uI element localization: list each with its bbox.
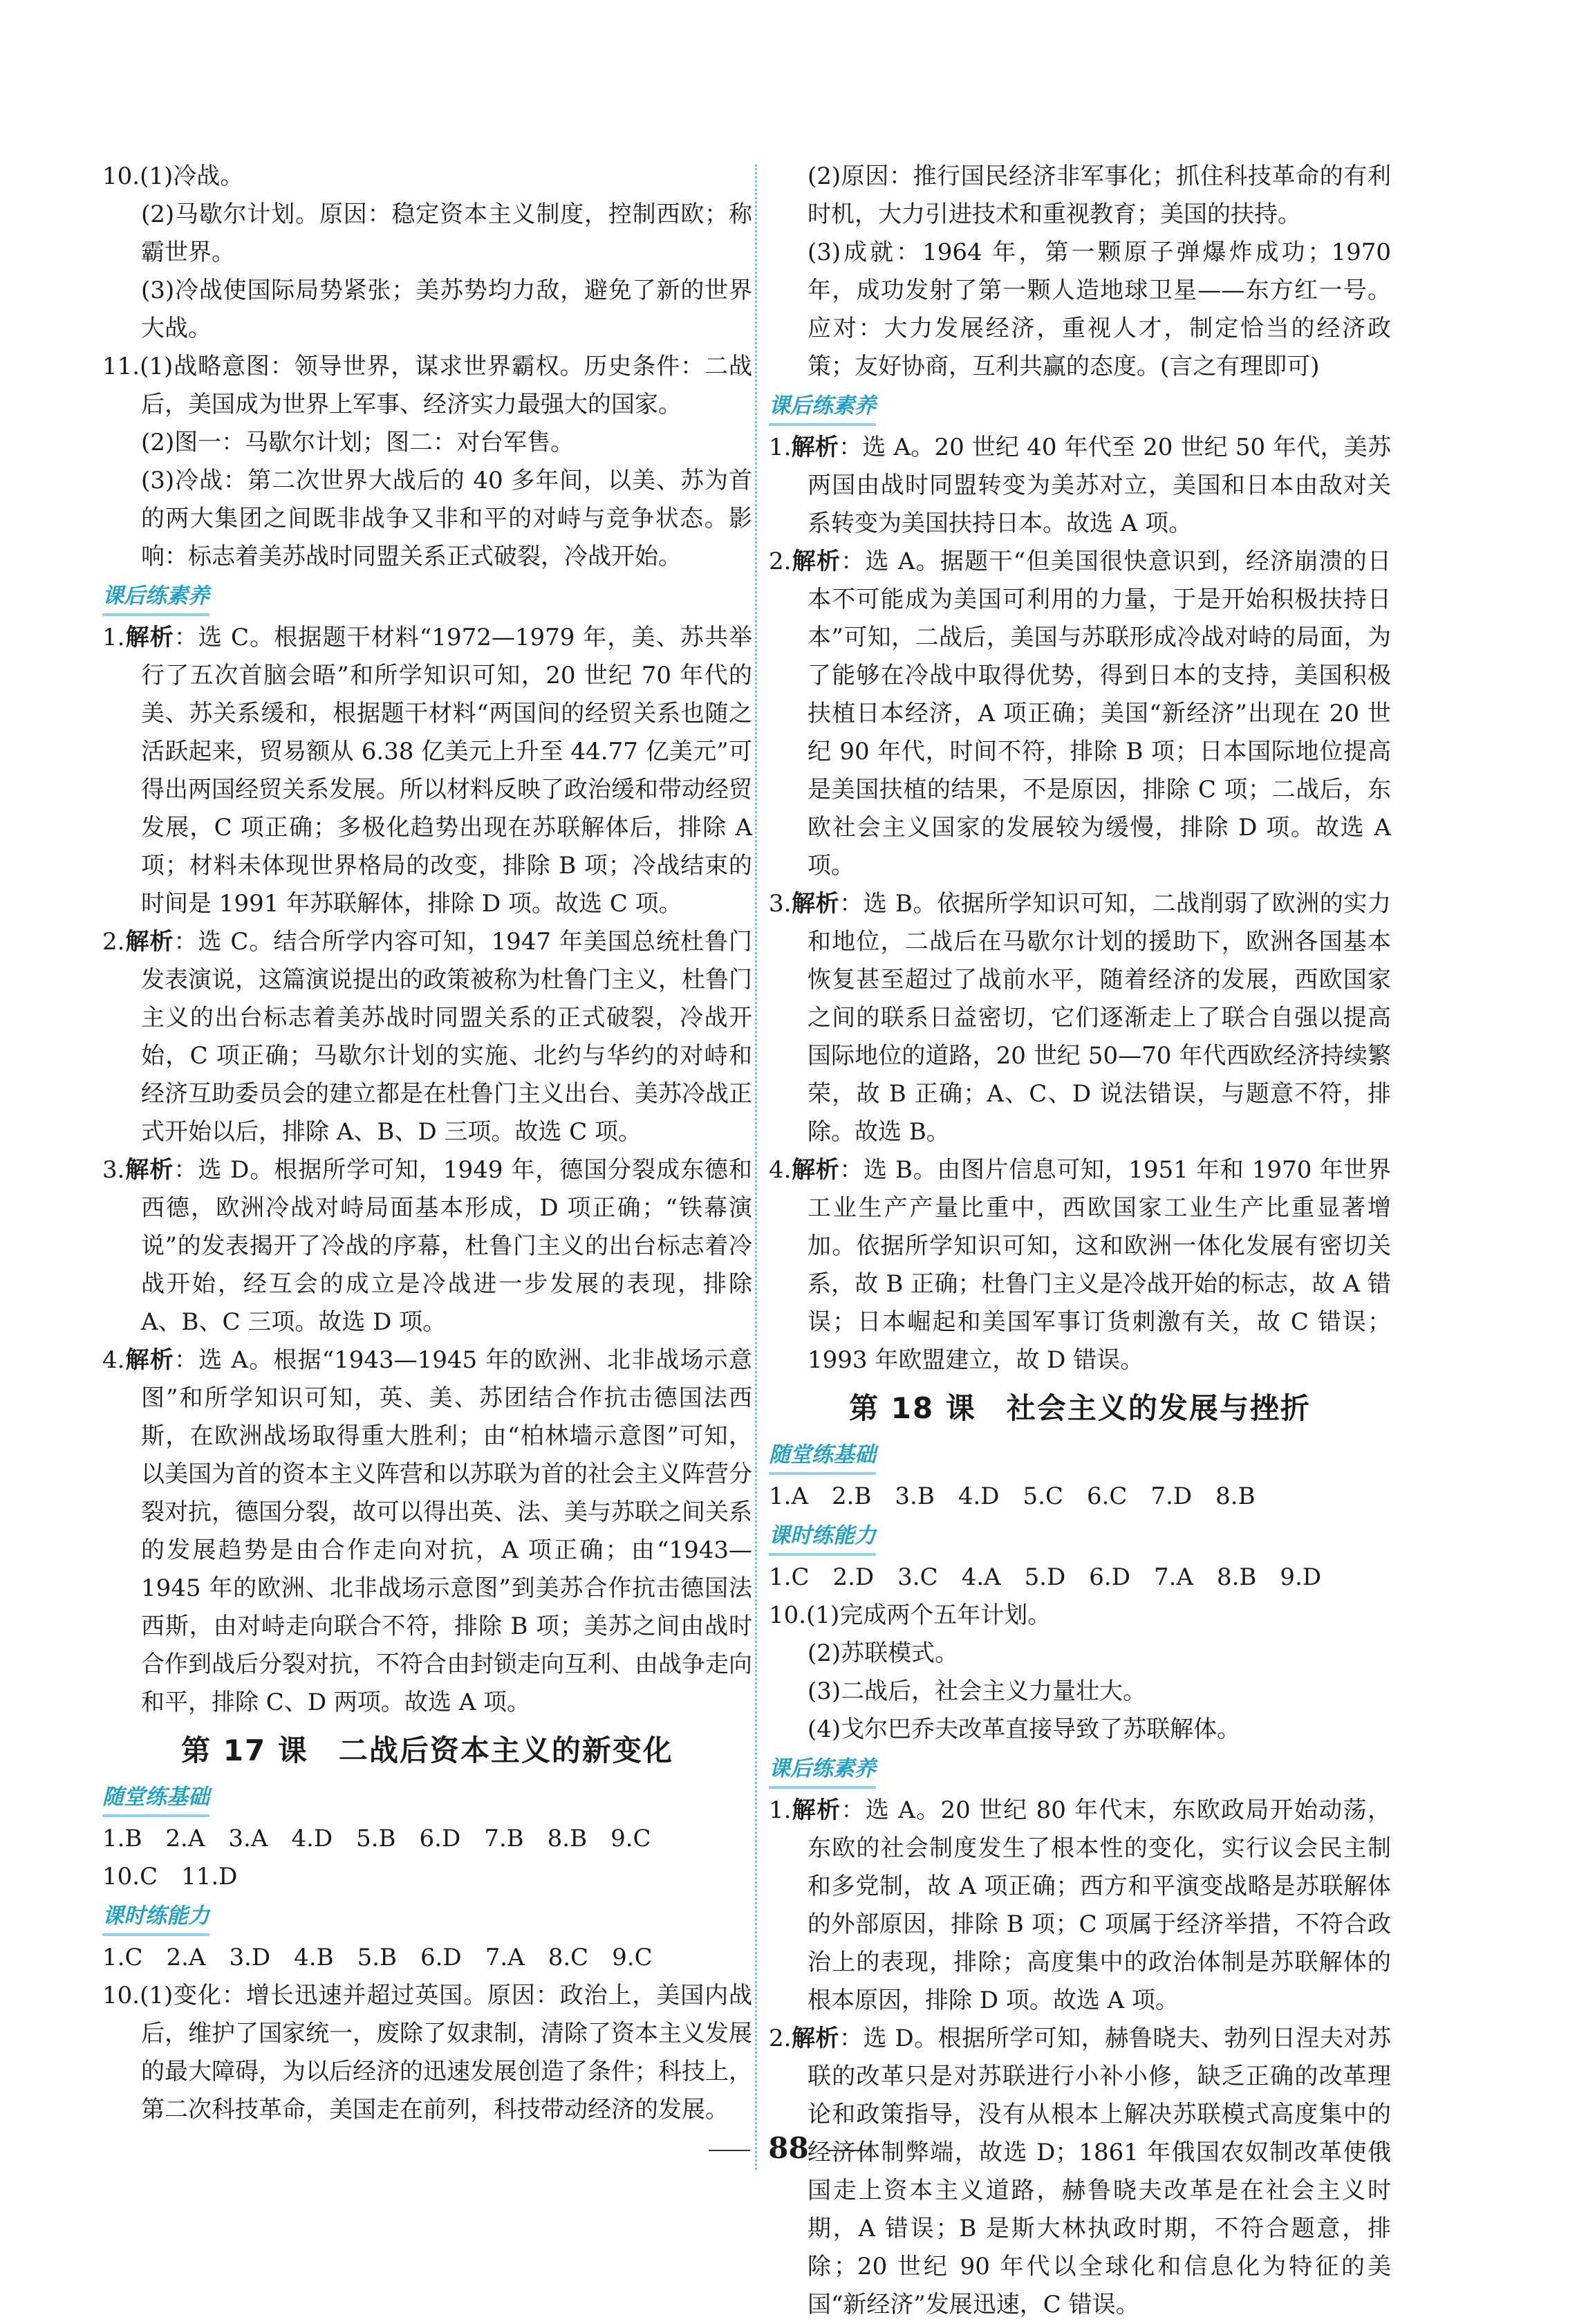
analysis-item-number: 2. bbox=[769, 2025, 792, 2052]
analysis-item-number: 1. bbox=[102, 624, 125, 651]
analysis-keyword: 解析 bbox=[791, 890, 840, 918]
answer-10-part2: (2)马歇尔计划。原因：稳定资本主义制度，控制西欧；称霸世界。 bbox=[141, 201, 752, 266]
analysis-keyword: 解析 bbox=[124, 624, 174, 651]
analysis-text: ：选 D。根据所学可知，1949 年，德国分裂成东德和西德，欧洲冷战对峙局面基本形成，D 项正确；“铁幕演说”的发表揭开了冷战的序幕，杜鲁门主义的出台标志着冷战开始，经互会的成立是冷战进一步发展的表现，排除 A、B、C 三项。故选 D 项。 bbox=[141, 1156, 753, 1336]
analysis-item-number: 4. bbox=[769, 1156, 792, 1184]
section-tag-suitang: 随堂练基础 bbox=[769, 1438, 876, 1475]
keshi-answer-10: 10.(1)变化：增长迅速并超过英国。原因：政治上，美国内战后，维护了国家统一，废除了奴隶制，清除了资本主义发展的最大障碍，为以后经济的迅速发展创造了条件；科技上，第二次科技革命，美国走在前列，科技带动经济的发展。 bbox=[102, 1982, 752, 2123]
right-column bbox=[769, 158, 1391, 2324]
analysis-text: ：选 A。据题干“但美国很快意识到，经济崩溃的日本不可能成为美国可利用的力量，于是开始积极扶持日本”可知，二战后，美国与苏联形成冷战对峙的局面，为了能够在冷战中取得优势，得到日本的支持，美国积极扶植日本经济，A 项正确；美国“新经济”出现在 20 世纪 90 年代，时间不符，排除 B 项；日本国际地位提高是美国扶植的结果，不是原因，排除 C 项；二战后，东欧社会主义国家的发展较为缓慢，排除 D 项。故选 A 项。 bbox=[808, 548, 1392, 880]
analysis-text: ：选 A。20 世纪 40 年代至 20 世纪 50 年代，美苏两国由战时同盟转变为美苏对立，美国和日本由敌对关系转变为美国扶持日本。故选 A 项。 bbox=[808, 434, 1391, 537]
lesson-18-title: 第 18 课 社会主义的发展与挫折 bbox=[849, 1391, 1311, 1425]
analysis-item bbox=[769, 429, 1391, 543]
answer-10-part3: (3)冷战使国际局势紧张；美苏势均力敌，避免了新的世界大战。 bbox=[141, 277, 752, 342]
analysis-item-number: 3. bbox=[102, 1156, 125, 1184]
page-number bbox=[0, 2131, 1577, 2165]
analysis-item-number: 2. bbox=[769, 548, 792, 575]
keshi-answer-10-part2: (2)苏联模式。 bbox=[808, 1639, 959, 1667]
analysis-text: ：选 A。20 世纪 80 年代末，东欧政局开始动荡，东欧的社会制度发生了根本性的变化，实行议会民主制和多党制，故 A 项正确；西方和平演变战略是苏联解体的外部原因，排除 B 项；C 项属于经济举措，不符合政治上的表现，排除；高度集中的政治体制是苏联解体的根本原因，排除 D 项。故选 A 项。 bbox=[808, 1796, 1392, 2014]
keshi-answers: 1.C 2.A 3.D 4.B 5.B 6.D 7.A 8.C 9.C bbox=[102, 1944, 653, 1971]
analysis-item bbox=[102, 1151, 752, 1341]
analysis-keyword: 解析 bbox=[124, 1346, 175, 1374]
analysis-item-number: 1. bbox=[769, 434, 792, 461]
section-tag-kehou: 课后练素养 bbox=[769, 1751, 876, 1789]
analysis-item-number: 2. bbox=[102, 928, 125, 956]
keshi-answers: 1.C 2.D 3.C 4.A 5.D 6.D 7.A 8.B 9.D bbox=[769, 1563, 1322, 1591]
analysis-item bbox=[102, 923, 752, 1151]
analysis-item bbox=[769, 885, 1391, 1151]
left-column bbox=[102, 158, 752, 2129]
analysis-item-number: 3. bbox=[769, 890, 792, 918]
answer-11-part3: (3)冷战：第二次世界大战后的 40 多年间，以美、苏为首的两大集团之间既非战争又非和平的对峙与竞争状态。影响：标志着美苏战时同盟关系正式破裂，冷战开始。 bbox=[141, 467, 752, 570]
keshi-answer-10-part3: (3)二战后，社会主义力量壮大。 bbox=[808, 1677, 1147, 1705]
page-number-value: 88 bbox=[768, 2131, 809, 2165]
analysis-item-number: 1. bbox=[769, 1796, 792, 1824]
kehou-answers-17 bbox=[769, 429, 1391, 1379]
analysis-item-number: 4. bbox=[102, 1346, 125, 1374]
analysis-item bbox=[102, 1341, 752, 1722]
suitang-answers-line1: 1.B 2.A 3.A 4.D 5.B 6.D 7.B 8.B 9.C bbox=[102, 1825, 651, 1852]
answer-11-part1: 11.(1)战略意图：领导世界，谋求世界霸权。历史条件：二战后，美国成为世界上军事、经济实力最强大的国家。 bbox=[102, 353, 752, 418]
analysis-text: ：选 B。依据所学知识可知，二战削弱了欧洲的实力和地位，二战后在马歇尔计划的援助下，欧洲各国基本恢复甚至超过了战前水平，随着经济的发展，西欧国家之间的联系日益密切，它们逐渐走上了联合自强以提高国际地位的道路，20 世纪 50—70 年代西欧经济持续繁荣，故 B 正确；A、C、D 说法错误，与题意不符，排除。故选 B。 bbox=[808, 890, 1392, 1146]
keshi-answer-10-part4: (4)戈尔巴乔夫改革直接导致了苏联解体。 bbox=[808, 1716, 1241, 1743]
answer-10-part1: 10.(1)冷战。 bbox=[102, 162, 244, 190]
suitang-answers-line2: 10.C 11.D bbox=[102, 1863, 238, 1890]
keshi-answer-10-part1: 10.(1)完成两个五年计划。 bbox=[769, 1601, 1052, 1629]
analysis-text: ：选 B。由图片信息可知，1951 年和 1970 年世界工业生产产量比重中，西欧国家工业生产比重显著增加。依据所学知识可知，这和欧洲一体化发展有密切关系，故 B 正确；杜鲁门主义是冷战开始的标志，故 A 错误；日本崛起和美国军事订货刺激有关，故 C 错误；1993 年欧盟建立，故 D 错误。 bbox=[808, 1156, 1392, 1374]
analysis-keyword: 解析 bbox=[791, 434, 839, 461]
lesson-17-title: 第 17 课 二战后资本主义的新变化 bbox=[181, 1733, 673, 1767]
kehou-answers-18 bbox=[769, 1792, 1391, 2324]
section-tag-keshi: 课时练能力 bbox=[769, 1518, 876, 1556]
analysis-keyword: 解析 bbox=[791, 2025, 840, 2052]
answer-11-part2: (2)图一：马歇尔计划；图二：对台军售。 bbox=[141, 429, 575, 456]
section-tag-keshi: 课时练能力 bbox=[102, 1899, 209, 1936]
section-tag-suitang: 随堂练基础 bbox=[102, 1780, 209, 1817]
section-tag-kehou: 课后练素养 bbox=[102, 579, 209, 616]
column-divider bbox=[755, 165, 757, 2170]
analysis-item bbox=[769, 1792, 1391, 2020]
analysis-keyword: 解析 bbox=[124, 1156, 174, 1184]
page-number-dash-right bbox=[827, 2150, 868, 2151]
kehou-answers-16 bbox=[102, 619, 752, 1722]
analysis-keyword: 解析 bbox=[791, 548, 841, 575]
analysis-item bbox=[769, 1151, 1391, 1379]
analysis-text: ：选 A。根据“1943—1945 年的欧洲、北非战场示意图”和所学知识可知，英、美、苏团结合作抗击德国法西斯，在欧洲战场取得重大胜利；由“柏林墙示意图”可知，以美国为首的资本主义阵营和以苏联为首的社会主义阵营分裂对抗，德国分裂，故可以得出英、法、美与苏联之间关系的发展趋势是由合作走向对抗，A 项正确；由“1943—1945 年的欧洲、北非战场示意图”到美苏合作抗击德国法西斯，由对峙走向联合不符，排除 B 项；美苏之间由战时合作到战后分裂对抗，不符合由封锁走向互利、由战争走向和平，排除 C、D 两项。故选 A 项。 bbox=[141, 1346, 752, 1716]
analysis-text: ：选 C。结合所学内容可知，1947 年美国总统杜鲁门发表演说，这篇演说提出的政策被称为杜鲁门主义，杜鲁门主义的出台标志着美苏战时同盟关系的正式破裂，冷战开始，C 项正确；马歇尔计划的实施、北约与华约的对峙和经济互助委员会的建立都是在杜鲁门主义出台、美苏冷战正式开始以后，排除 A、B、D 三项。故选 C 项。 bbox=[141, 928, 752, 1146]
analysis-keyword: 解析 bbox=[791, 1796, 841, 1824]
page-number-dash-left bbox=[709, 2150, 750, 2151]
analysis-item bbox=[769, 2020, 1391, 2324]
keshi-answer-10-part2: (2)原因：推行国民经济非军事化；抓住科技革命的有利时机，大力引进技术和重视教育；美国的扶持。 bbox=[808, 162, 1391, 228]
section-tag-kehou: 课后练素养 bbox=[769, 389, 876, 426]
analysis-keyword: 解析 bbox=[124, 928, 174, 956]
analysis-text: ：选 C。根据题干材料“1972—1979 年，美、苏共举行了五次首脑会晤”和所学知识可知，20 世纪 70 年代的美、苏关系缓和，根据题干材料“两国间的经贸关系也随之活跃起来，贸易额从 6.38 亿美元上升至 44.77 亿美元”可得出两国经贸关系发展。所以材料反映了政治缓和带动经贸发展，C 项正确；多极化趋势出现在苏联解体后，排除 A 项；材料未体现世界格局的改变，排除 B 项；冷战结束的时间是 1991 年苏联解体，排除 D 项。故选 C 项。 bbox=[141, 624, 752, 918]
analysis-keyword: 解析 bbox=[791, 1156, 840, 1184]
analysis-item bbox=[102, 619, 752, 923]
keshi-answer-10-part3: (3)成就：1964 年，第一颗原子弹爆炸成功；1970 年，成功发射了第一颗人造地球卫星——东方红一号。应对：大力发展经济，重视人才，制定恰当的经济政策；友好协商，互利共赢的态度。(言之有理即可) bbox=[808, 239, 1391, 380]
suitang-answers: 1.A 2.B 3.B 4.D 5.C 6.C 7.D 8.B bbox=[769, 1482, 1256, 1510]
analysis-item bbox=[769, 543, 1391, 885]
analysis-text: ：选 D。根据所学可知，赫鲁晓夫、勃列日涅夫对苏联的改革只是对苏联进行小补小修，缺乏正确的改革理论和政策指导，没有从根本上解决苏联模式高度集中的经济体制弊端，故选 D；1861 年俄国农奴制改革使俄国走上资本主义道路，赫鲁晓夫改革是在社会主义时期，A 错误；B 是斯大林执政时期，不符合题意，排除；20 世纪 90 年代以全球化和信息化为特征的美国“新经济”发展迅速，C 错误。 bbox=[808, 2025, 1391, 2318]
